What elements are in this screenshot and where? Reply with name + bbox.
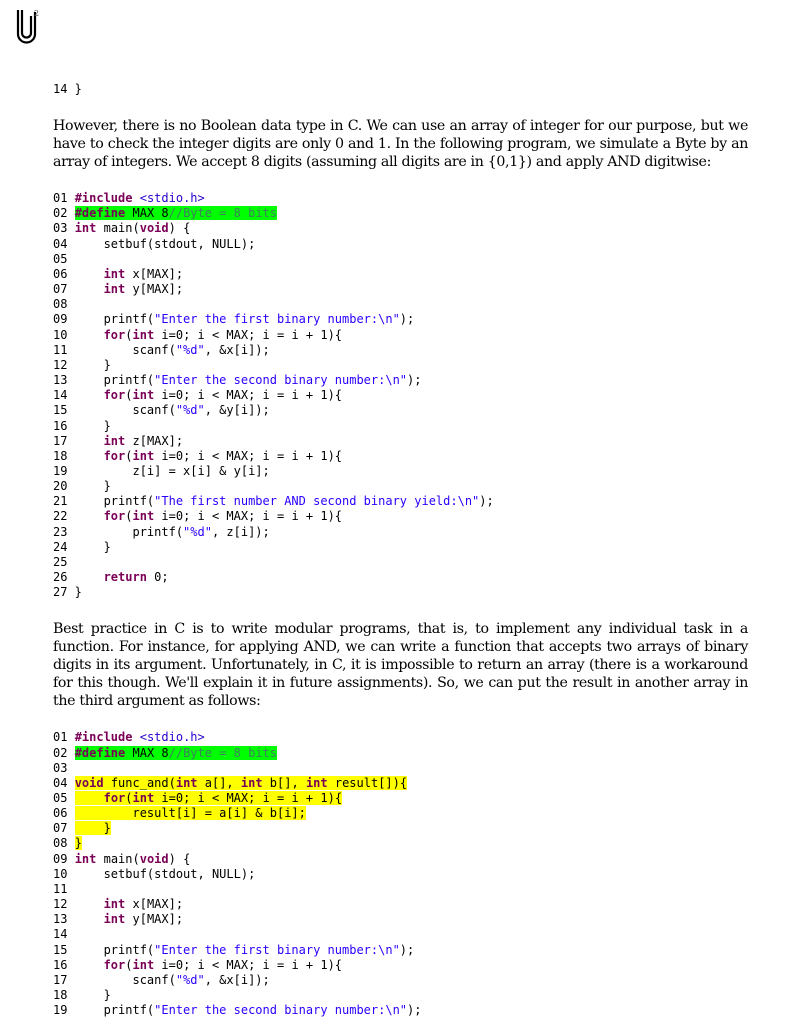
paragraph-modular: Best practice in C is to write modular programs, that is, to implement any individual task in a function. For instance, for applying AND, we can write a function that accepts two arrays of binary digits in its argument. Unfortunately, in C, it is impossible to return an array (there is a workaround for this though. We'll explain it in future assignments). So, we can put the result in another array in the third argument as follows: [53,621,748,710]
code-line: 18 for(int i=0; i < MAX; i = i + 1){ [53,448,343,463]
logo-mark: 2 [34,9,40,18]
code-line: 17 scanf("%d", &x[i]); [53,972,270,987]
code-line: 08 [53,297,68,312]
code-line: 16 for(int i=0; i < MAX; i = i + 1){ [53,957,343,972]
code-line: 10 setbuf(stdout, NULL); [53,866,256,881]
paragraph-intro: However, there is no Boolean data type in C. We can use an array of integer for our purpose, but we have to check the integer digits are only 0 and 1. In the following program, we simulate a Byte by an array of integers. We accept 8 digits (assuming all digits are in {0,1}) and apply AND digitwise: [53,118,748,171]
code-line: 11 [53,881,68,896]
code-line: 10 for(int i=0; i < MAX; i = i + 1){ [53,327,343,342]
code-line: 18 } [53,988,111,1003]
code-line: 12 } [53,357,111,372]
code-line: 14 [53,927,68,942]
code-line: 05 for(int i=0; i < MAX; i = i + 1){ [53,791,343,805]
code-line: 08 } [53,836,82,851]
code-line: 11 scanf("%d", &x[i]); [53,342,270,357]
code-line: 13 printf("Enter the second binary number:\n"); [53,373,422,388]
code-line: 02 #define MAX 8//Byte = 8 bits [53,206,277,221]
code-line: 05 [53,251,68,266]
code-line: 07 int y[MAX]; [53,282,184,297]
document-page [53,82,748,1018]
code-line: 06 int x[MAX]; [53,266,184,281]
code-block-function [53,730,748,1018]
code-line: 25 [53,554,68,569]
code-line: 07 } [53,821,111,836]
code-line: 16 } [53,418,111,433]
code-line: 27 } [53,585,82,600]
code-line: 03 int main(void) { [53,221,191,236]
code-line: 03 [53,760,68,775]
code-line: 04 setbuf(stdout, NULL); [53,236,256,251]
code-line: 15 printf("Enter the first binary number:\n"); [53,942,415,957]
code-line: 02 #define MAX 8//Byte = 8 bits [53,745,277,760]
code-line: 09 printf("Enter the first binary number:\n"); [53,312,415,327]
code-line: 01 #include <stdio.h> [53,191,205,206]
code-line: 06 result[i] = a[i] & b[i]; [53,806,306,821]
code-line: 24 } [53,539,111,554]
code-line: 01 #include <stdio.h> [53,730,205,745]
code-line: 20 } [53,479,111,494]
code-line: 26 return 0; [53,570,169,585]
code-line: 17 int z[MAX]; [53,433,184,448]
code-line: 19 printf("Enter the second binary number:\n"); [53,1003,422,1018]
code-line: 12 int x[MAX]; [53,897,184,912]
paperclip-icon [12,4,42,46]
code-snippet-end [53,82,748,97]
code-line: 13 int y[MAX]; [53,912,184,927]
code-line: 22 for(int i=0; i < MAX; i = i + 1){ [53,509,343,524]
code-line: 19 z[i] = x[i] & y[i]; [53,463,270,478]
code-line: 04 void func_and(int a[], int b[], int result[]){ [53,775,408,790]
code-line: 23 printf("%d", z[i]); [53,524,270,539]
code-line: 09 int main(void) { [53,851,191,866]
code-line: 15 scanf("%d", &y[i]); [53,403,270,418]
code-line: 14 } [53,82,82,96]
code-block-main [53,191,748,600]
code-line: 21 printf("The first number AND second binary yield:\n"); [53,494,494,509]
code-line: 14 for(int i=0; i < MAX; i = i + 1){ [53,388,343,403]
